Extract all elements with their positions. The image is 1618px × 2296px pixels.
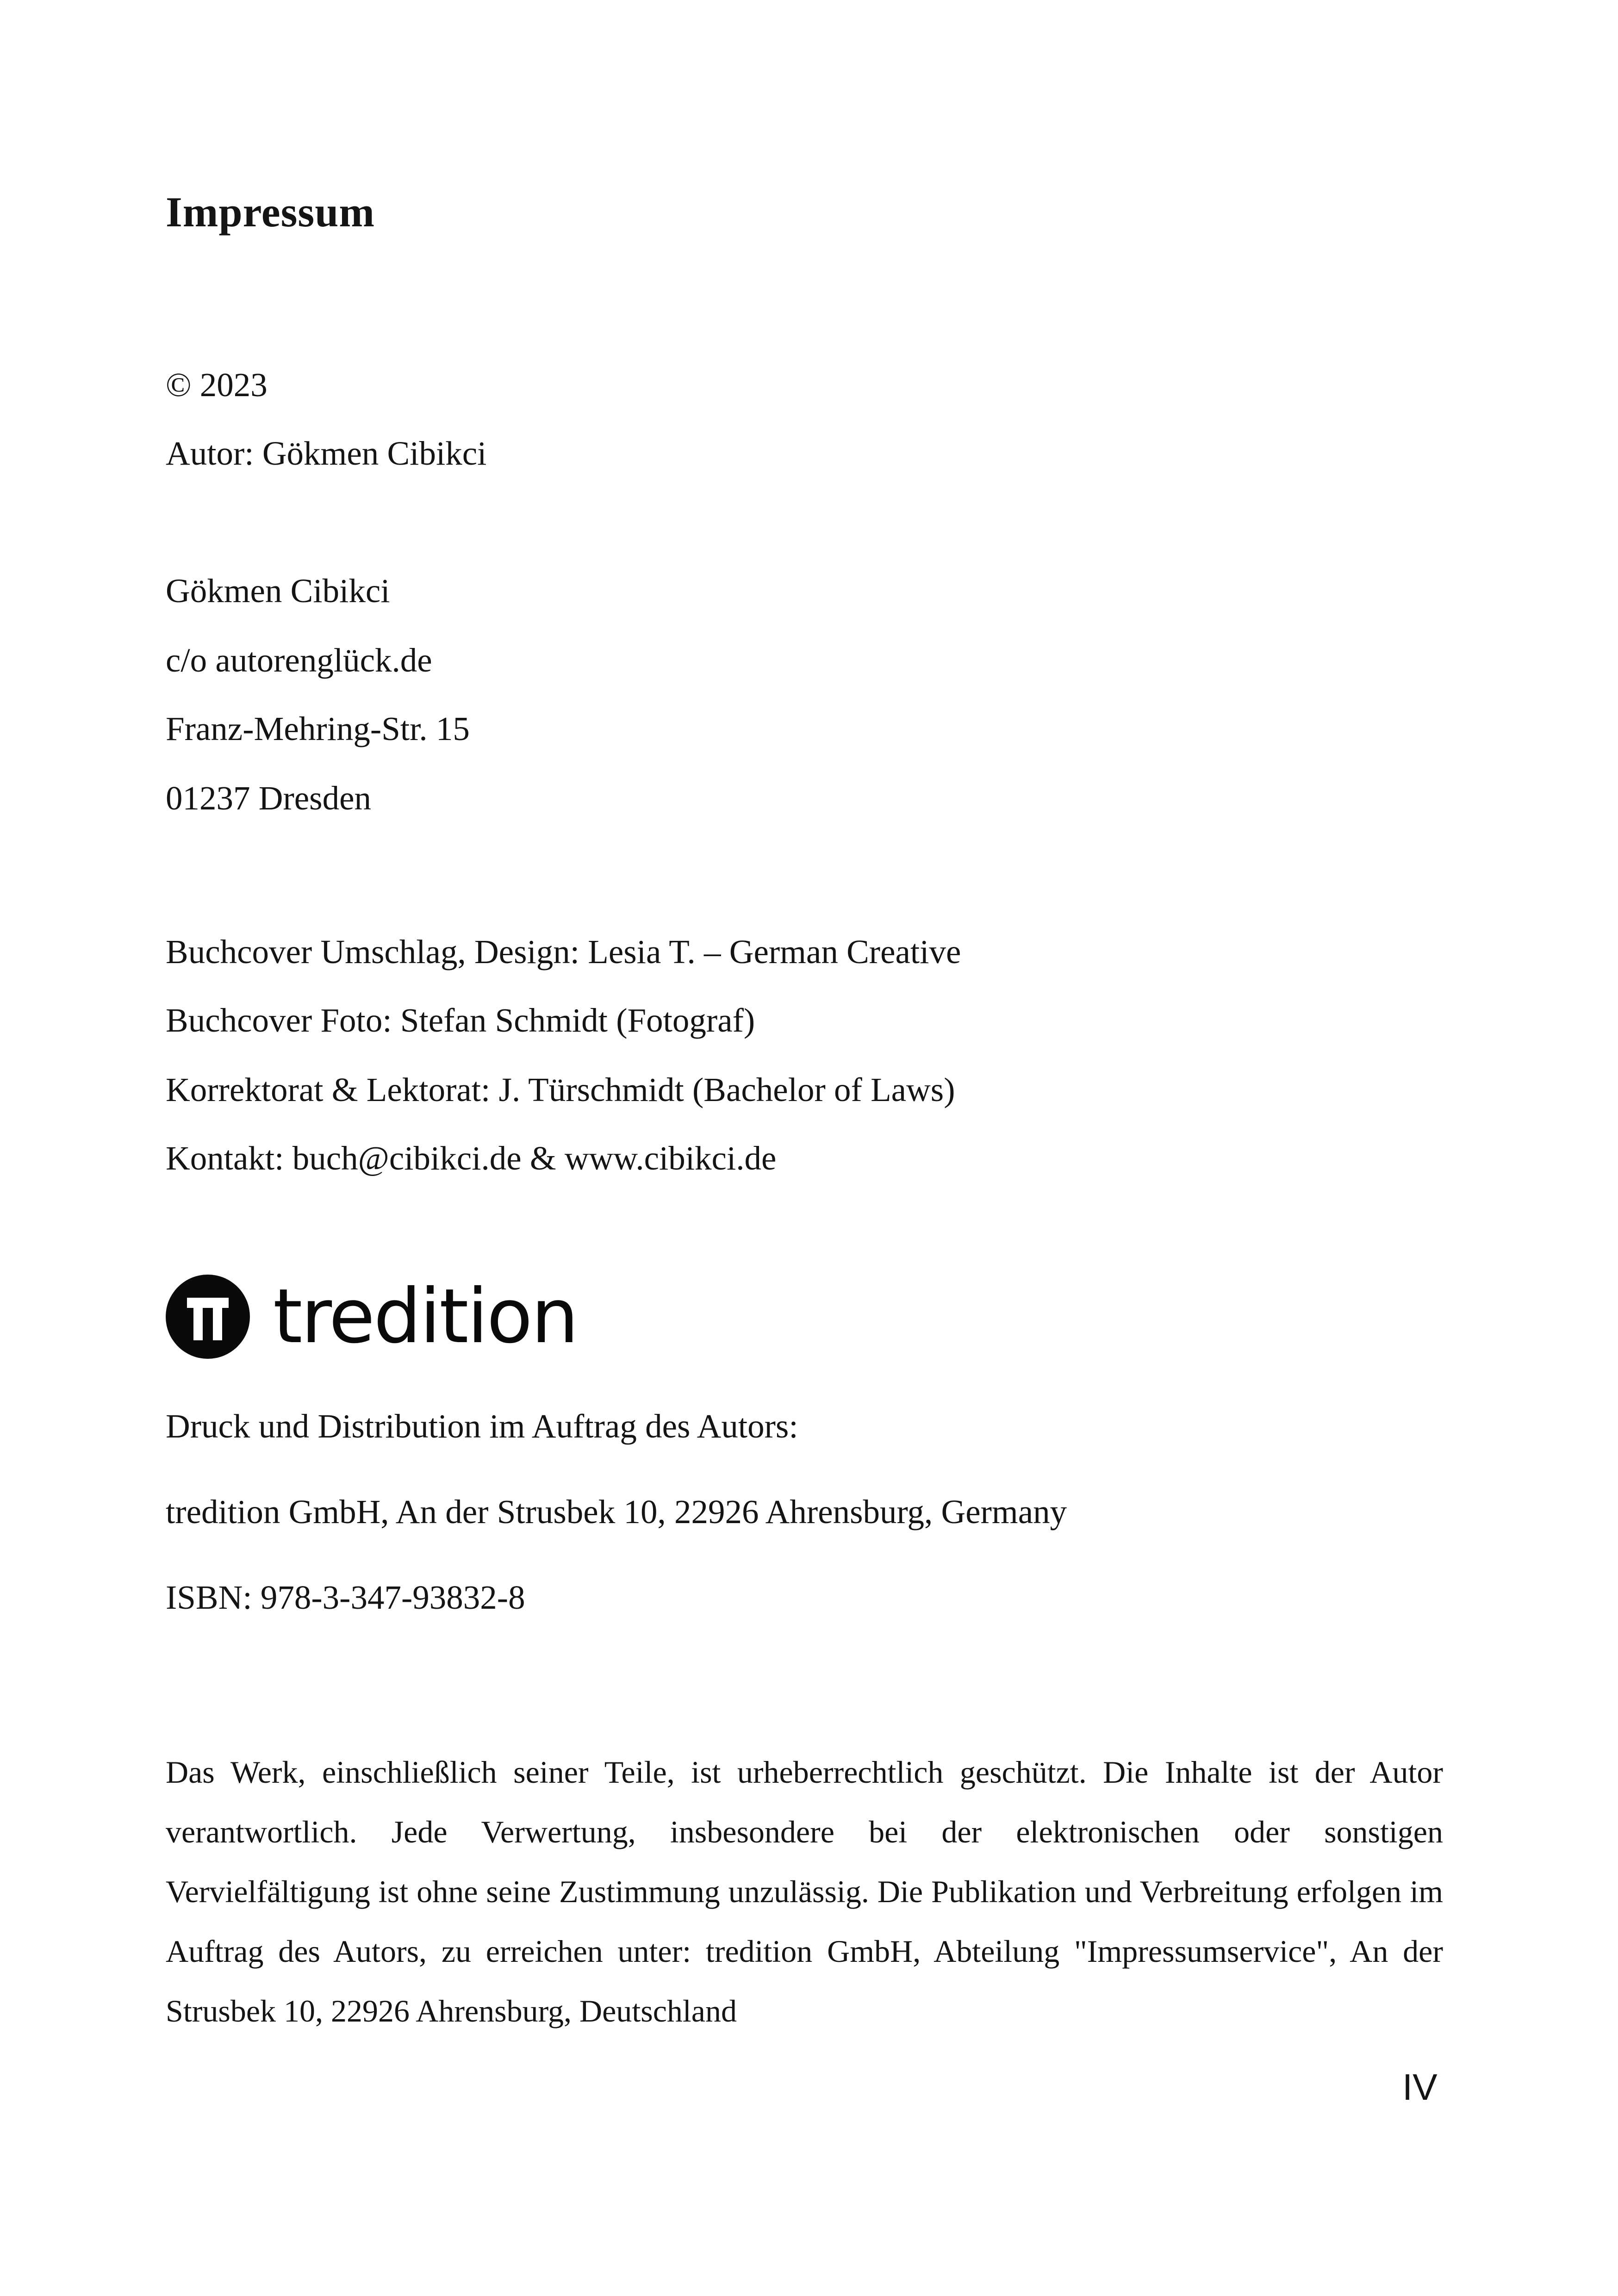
page-title: Impressum [166,188,375,236]
address-city: 01237 Dresden [166,779,371,817]
credit-cover-photo: Buchcover Foto: Stefan Schmidt (Fotograf) [166,1002,755,1039]
copyright-line: © 2023 [166,366,268,404]
isbn-line: ISBN: 978-3-347-93832-8 [166,1579,525,1616]
logo-wordmark: tredition [273,1273,578,1360]
credit-proofreading: Korrektorat & Lektorat: J. Türschmidt (Bachelor of Laws) [166,1071,955,1108]
publisher-logo [166,1273,577,1361]
tredition-logo-icon [166,1275,250,1359]
legal-notice: Das Werk, einschließlich seiner Teile, ist urheberrechtlich geschützt. Die Inhalte ist der Autor verantwortlich. Jede Verwertung, insbesondere bei der elektronischen oder sonstigen Vervielfältigung ist ohne seine Zustimmung unzulässig. Die Publikation und Verbreitung erfolgen im Auftrag des Autors, zu erreichen unter: tredition GmbH, Abteilung "Impressumservice", An der Strusbek 10, 22926 Ahrensburg, Deutschland [166,1755,1443,2028]
distribution-line: Druck und Distribution im Auftrag des Autors: [166,1407,798,1445]
address-care-of: c/o autorenglück.de [166,641,432,679]
author-line: Autor: Gökmen Cibikci [166,435,487,472]
contact-line: Kontakt: buch@cibikci.de & www.cibikci.de [166,1139,777,1177]
address-street: Franz-Mehring-Str. 15 [166,710,470,747]
publisher-address: tredition GmbH, An der Strusbek 10, 22926 Ahrensburg, Germany [166,1493,1067,1531]
credit-cover-design: Buchcover Umschlag, Design: Lesia T. – German Creative [166,933,961,971]
address-name: Gökmen Cibikci [166,572,390,610]
page-number: IV [1402,2066,1438,2108]
